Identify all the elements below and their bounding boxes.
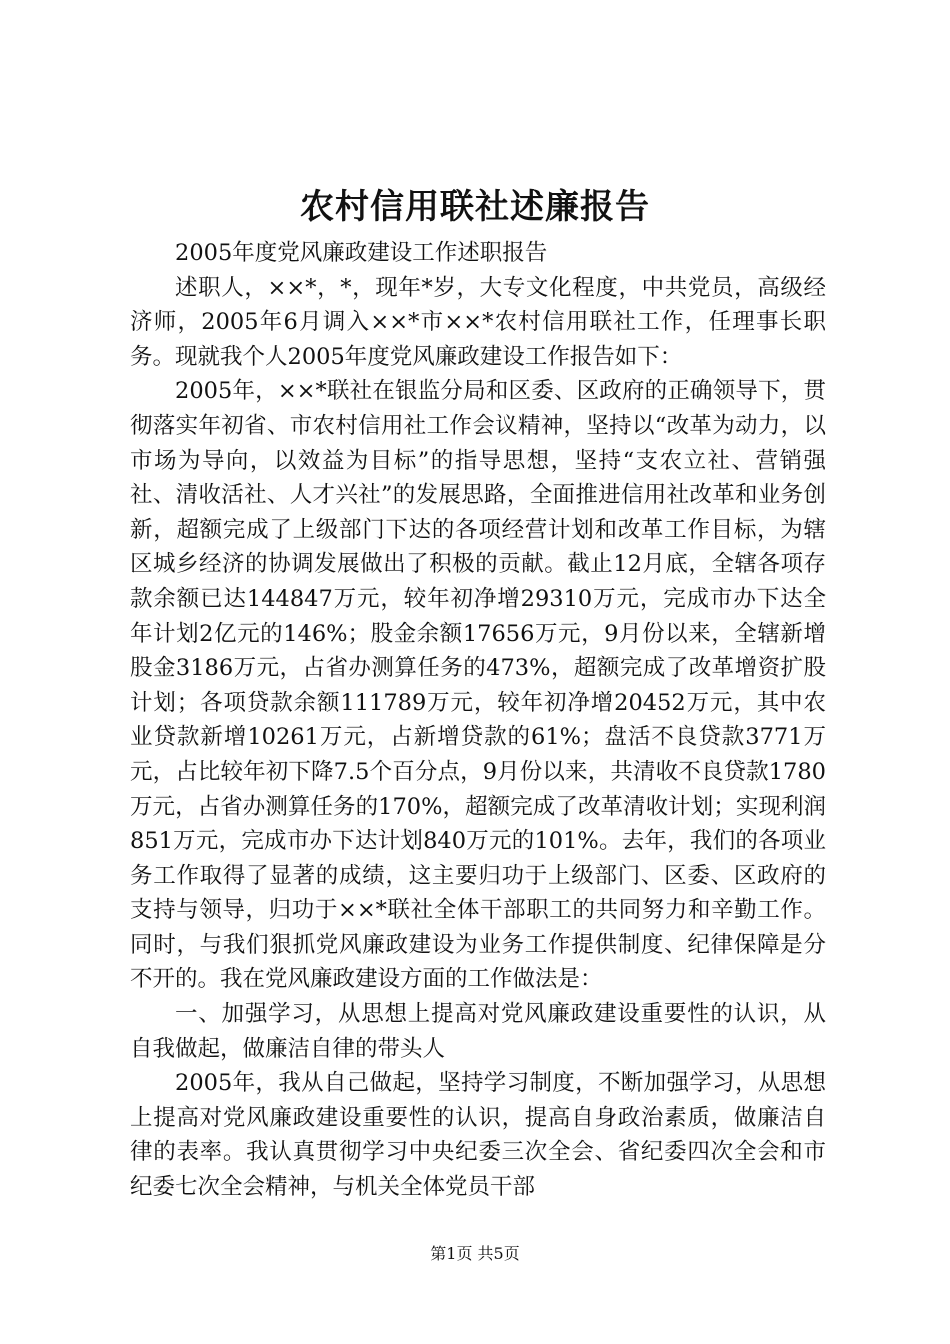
page-footer: 第1页 共5页 <box>430 1244 520 1263</box>
intro-paragraph: 述职人，××*，*，现年*岁，大专文化程度，中共党员，高级经济师，2005年6月调入××*市××*农村信用联社工作，任理事长职务。现就我个人2005年度党风廉政建设工作报告如下： <box>130 274 826 370</box>
section-heading-paragraph: 一、加强学习，从思想上提高对党风廉政建设重要性的认识，从自我做起，做廉洁自律的带头人 <box>130 1001 826 1062</box>
study-paragraph: 2005年，我从自己做起，坚持学习制度，不断加强学习，从思想上提高对党风廉政建设重要性的认识，提高自身政治素质，做廉洁自律的表率。我认真贯彻学习中央纪委三次全会、省纪委四次全会和市纪委七次全会精神，与机关全体党员干部 <box>130 1070 826 1201</box>
subtitle-paragraph: 2005年度党风廉政建设工作述职报告 <box>175 240 548 266</box>
document-body <box>130 236 826 1205</box>
performance-paragraph: 2005年，××*联社在银监分局和区委、区政府的正确领导下，贯彻落实年初省、市农村信用社工作会议精神，坚持以“改革为动力，以市场为导向，以效益为目标”的指导思想，坚持“支农立社、营销强社、清收活社、人才兴社”的发展思路，全面推进信用社改革和业务创新，超额完成了上级部门下达的各项经营计划和改革工作目标，为辖区城乡经济的协调发展做出了积极的贡献。截止12月底，全辖各项存款余额已达144847万元，较年初净增29310万元，完成市办下达全年计划2亿元的146%；股金余额17656万元，9月份以来，全辖新增股金3186万元，占省办测算任务的473%，超额完成了改革增资扩股计划；各项贷款余额111789万元，较年初净增20452万元，其中农业贷款新增10261万元，占新增贷款的61%；盘活不良贷款3771万元，占比较年初下降7.5个百分点，9月份以来，共清收不良贷款1780万元，占省办测算任务的170%，超额完成了改革清收计划；实现利润851万元，完成市办下达计划840万元的101%。去年，我们的各项业务工作取得了显著的成绩，这主要归功于上级部门、区委、区政府的支持与领导，归功于××*联社全体干部职工的共同努力和辛勤工作。同时，与我们狠抓党风廉政建设为业务工作提供制度、纪律保障是分不开的。我在党风廉政建设方面的工作做法是： <box>130 378 826 993</box>
document-title: 农村信用联社述廉报告 <box>300 187 650 227</box>
